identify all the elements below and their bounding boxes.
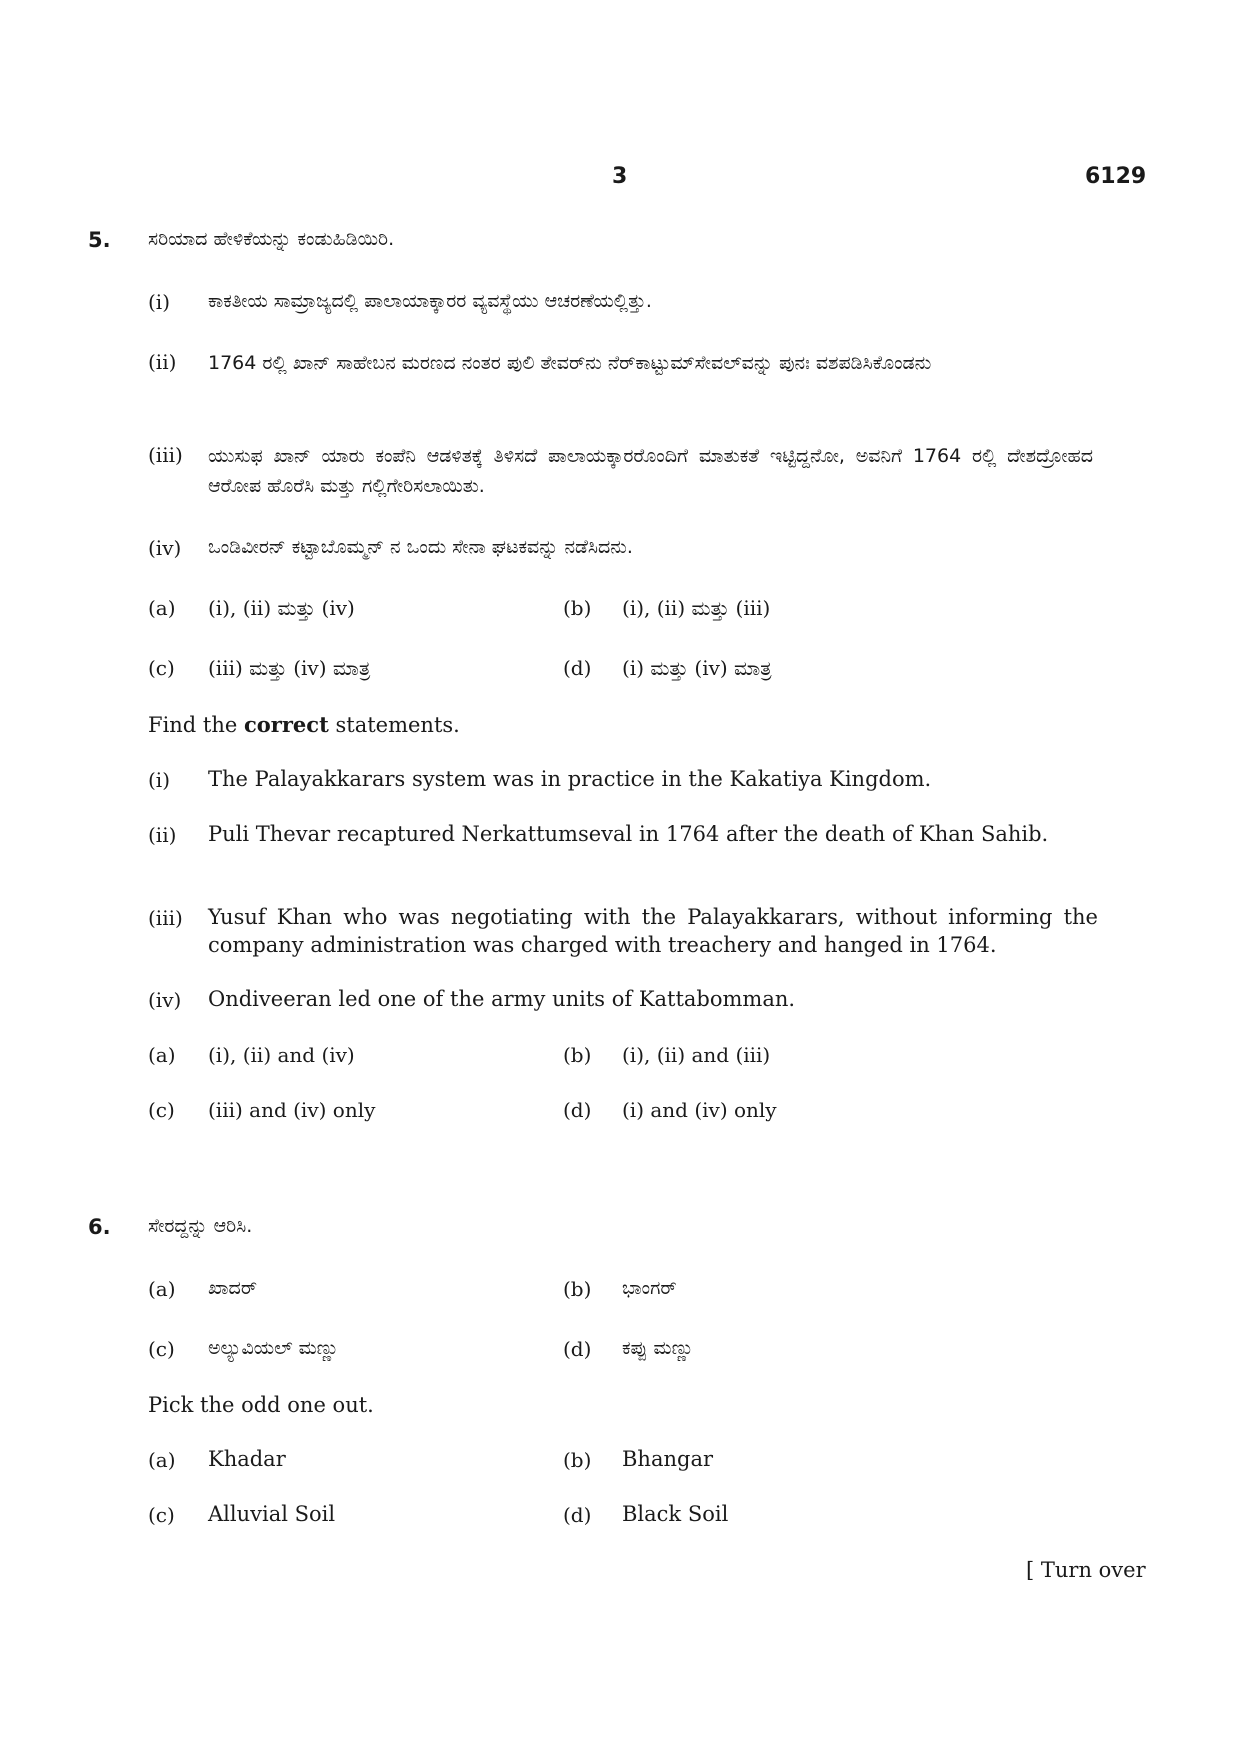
statement-text-kannada: ಯುಸುಫ ಖಾನ್ ಯಾರು ಕಂಪೆನಿ ಆಡಳಿತಕ್ಕೆ ತಿಳಿಸದೆ ಪಾಲಾಯಕ್ಕಾರರೊಂದಿಗೆ ಮಾತುಕತೆ ಇಟ್ಟಿದ್ದನೋ, ಅವನಿಗೆ 1764 ರಲ್ಲಿ ದೇಶದ್ರೋಹದ ಆರೋಪ ಹೊರೆಸಿ ಮತ್ತು ಗಲ್ಲಿಗೇರಿಸಲಾಯಿತು. [208, 445, 1093, 497]
statement-label: (iv) [148, 988, 182, 1012]
statement-label: (iii) [148, 906, 183, 930]
paper-code: 6129 [1085, 164, 1147, 189]
option-label: (c) [148, 1337, 175, 1361]
option-text-kannada: (iii) ಮತ್ತು (iv) ಮಾತ್ರ [208, 656, 371, 680]
option-label: (d) [563, 1098, 592, 1122]
question-prompt-english: Pick the odd one out. [148, 1393, 374, 1417]
prompt-text: Find the [148, 713, 238, 737]
option-text-kannada: (i), (ii) ಮತ್ತು (iii) [622, 596, 771, 620]
option-label: (d) [563, 1503, 592, 1527]
option-label: (a) [148, 596, 176, 620]
option-text-english: (i), (ii) and (iv) [208, 1043, 355, 1067]
question-number: 6. [88, 1215, 111, 1239]
option-label: (d) [563, 1337, 592, 1361]
question-prompt-kannada: ಸೇರದ್ದನ್ನು ಆರಿಸಿ. [148, 1215, 253, 1237]
statement-label: (i) [148, 290, 171, 314]
statement-text-english: Yusuf Khan who was negotiating with the Palayakkarars, without informing the company administration was charged with treachery and hanged in 1764. [208, 905, 1098, 957]
option-label: (b) [563, 1043, 592, 1067]
option-text-english: (i) and (iv) only [622, 1098, 777, 1122]
option-label: (b) [563, 1448, 592, 1472]
statement-text-kannada: ಒಂಡಿವೀರನ್ ಕಟ್ಟಾಬೊಮ್ಮನ್ ನ ಒಂದು ಸೇನಾ ಘಟಕವನ್ನು ನಡೆಸಿದನು. [208, 536, 633, 558]
option-label: (c) [148, 1098, 175, 1122]
statement-label: (ii) [148, 823, 177, 847]
statement-text-kannada: 1764 ರಲ್ಲಿ ಖಾನ್ ಸಾಹೇಬನ ಮರಣದ ನಂತರ ಪುಲಿ ತೇವರ್‌ನು ನೆರ್‌ಕಾಟ್ಟುಮ್‌ಸೇವಲ್‌ವನ್ನು ಪುನಃ ವಶಪಡಿಸಿಕೊಂಡನು [208, 352, 932, 374]
statement-label: (iii) [148, 443, 183, 467]
option-label: (c) [148, 1503, 175, 1527]
statement-label: (ii) [148, 350, 177, 374]
question-number: 5. [88, 228, 111, 252]
option-label: (a) [148, 1277, 176, 1301]
option-label: (d) [563, 656, 592, 680]
statement-label: (i) [148, 768, 171, 792]
option-text-kannada: (i), (ii) ಮತ್ತು (iv) [208, 596, 355, 620]
statement-label: (iv) [148, 536, 182, 560]
option-text-english: Alluvial Soil [208, 1502, 336, 1526]
option-text-english: (i), (ii) and (iii) [622, 1043, 771, 1067]
question-prompt-kannada: ಸರಿಯಾದ ಹೇಳಿಕೆಯನ್ನು ಕಂಡುಹಿಡಿಯಿರಿ. [148, 228, 395, 250]
option-text-kannada: ಅಲ್ಯುವಿಯಲ್ ಮಣ್ಣು [208, 1337, 339, 1359]
turn-over-note: [ Turn over [1026, 1558, 1146, 1582]
page-number: 3 [612, 164, 628, 189]
option-text-kannada: ಭಾಂಗರ್ [622, 1277, 677, 1299]
statement-text-english: The Palayakkarars system was in practice in the Kakatiya Kingdom. [208, 767, 932, 791]
option-text-kannada: ಕಪ್ಪು ಮಣ್ಣು [622, 1337, 694, 1359]
question-prompt-english [148, 712, 460, 737]
option-label: (b) [563, 596, 592, 620]
option-label: (b) [563, 1277, 592, 1301]
option-text-english: Bhangar [622, 1447, 714, 1471]
option-label: (a) [148, 1448, 176, 1472]
statement-text-english: Puli Thevar recaptured Nerkattumseval in 1764 after the death of Khan Sahib. [208, 822, 1049, 846]
option-text-english: (iii) and (iv) only [208, 1098, 376, 1122]
option-text-kannada: (i) ಮತ್ತು (iv) ಮಾತ್ರ [622, 656, 772, 680]
prompt-text: statements. [335, 713, 460, 737]
option-text-english: Khadar [208, 1447, 286, 1471]
prompt-keyword: correct [244, 712, 329, 737]
statement-text-english: Ondiveeran led one of the army units of Kattabomman. [208, 987, 796, 1011]
option-text-english: Black Soil [622, 1502, 729, 1526]
statement-text-kannada: ಕಾಕತೀಯ ಸಾಮ್ರಾಜ್ಯದಲ್ಲಿ ಪಾಲಾಯಾಕ್ಕಾರರ ವ್ಯವಸ್ಥೆಯು ಆಚರಣೆಯಲ್ಲಿತ್ತು. [208, 290, 652, 312]
option-label: (a) [148, 1043, 176, 1067]
option-text-kannada: ಖಾದರ್ [208, 1277, 258, 1299]
option-label: (c) [148, 656, 175, 680]
